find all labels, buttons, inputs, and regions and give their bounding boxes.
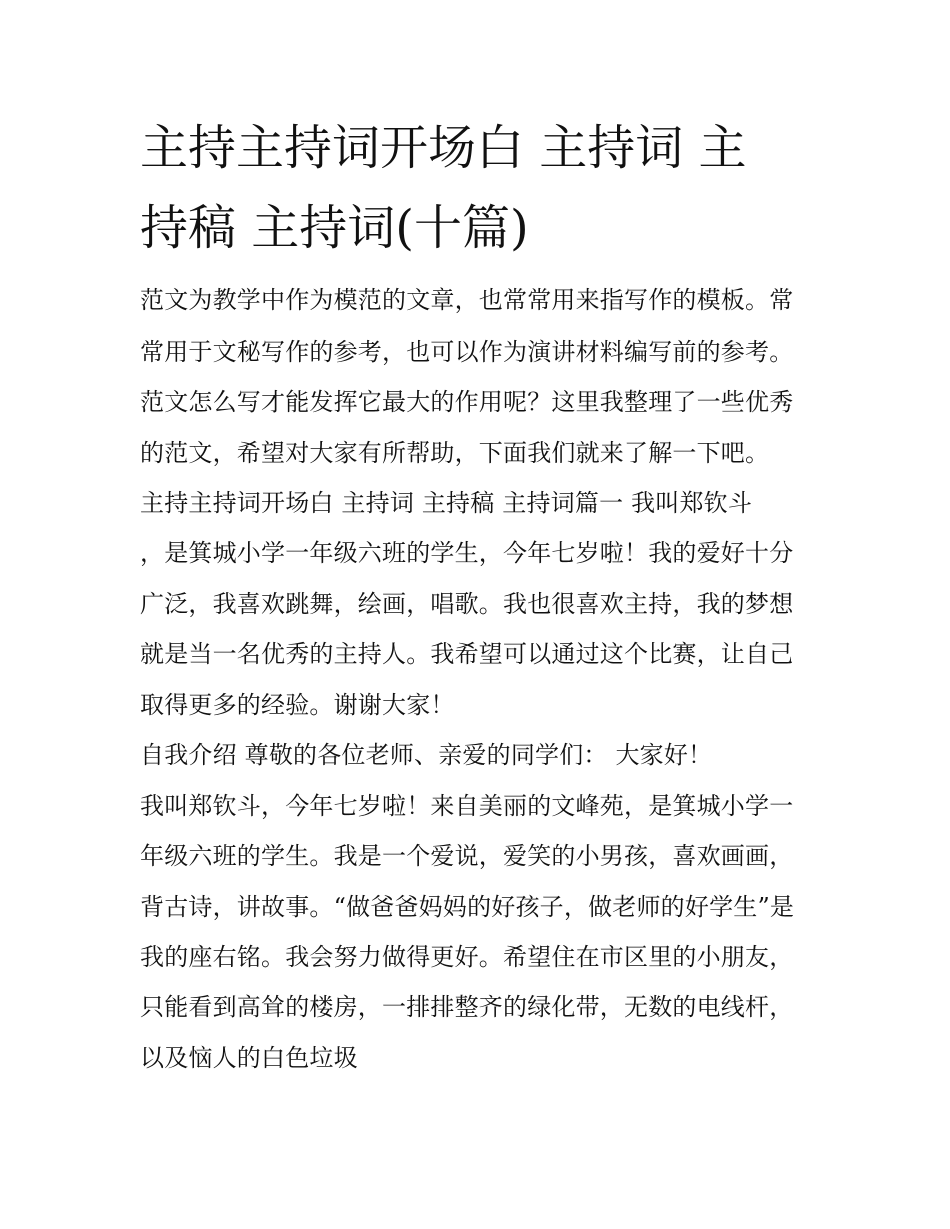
body-line-14: 我的座右铭。我会努力做得更好。希望住在市区里的小朋友，	[140, 943, 794, 971]
body-line-13: 背古诗，讲故事。“做爸爸妈妈的好孩子，做老师的好学生”是	[140, 893, 795, 921]
body-line-6: ，是箕城小学一年级六班的学生，今年七岁啦！我的爱好十分	[140, 539, 794, 567]
body-line-10: 自我介绍 尊敬的各位老师、亲爱的同学们： 大家好！	[140, 741, 713, 769]
body-line-3: 范文怎么写才能发挥它最大的作用呢？这里我整理了一些优秀	[140, 388, 794, 416]
body-line-9: 取得更多的经验。谢谢大家！	[140, 691, 455, 719]
body-line-5: 主持主持词开场白 主持词 主持稿 主持词篇一 我叫郑钦斗	[140, 489, 753, 517]
body-line-12: 年级六班的学生。我是一个爱说，爱笑的小男孩，喜欢画画，	[140, 842, 794, 870]
body-line-15: 只能看到高耸的楼房，一排排整齐的绿化带，无数的电线杆，	[140, 993, 794, 1021]
document-title-line-2: 持稿 主持词(十篇)	[140, 200, 529, 256]
body-line-7: 广泛，我喜欢跳舞，绘画，唱歌。我也很喜欢主持，我的梦想	[140, 590, 794, 618]
document-title-line-1: 主持主持词开场白 主持词 主	[140, 120, 747, 176]
body-line-16: 以及恼人的白色垃圾	[140, 1044, 358, 1072]
body-line-11: 我叫郑钦斗，今年七岁啦！来自美丽的文峰苑，是箕城小学一	[140, 792, 794, 820]
body-line-2: 常用于文秘写作的参考，也可以作为演讲材料编写前的参考。	[140, 338, 794, 366]
body-line-8: 就是当一名优秀的主持人。我希望可以通过这个比赛，让自己	[140, 640, 794, 668]
body-line-1: 范文为教学中作为模范的文章，也常常用来指写作的模板。常	[140, 286, 794, 314]
body-line-4: 的范文，希望对大家有所帮助，下面我们就来了解一下吧。	[140, 439, 770, 467]
